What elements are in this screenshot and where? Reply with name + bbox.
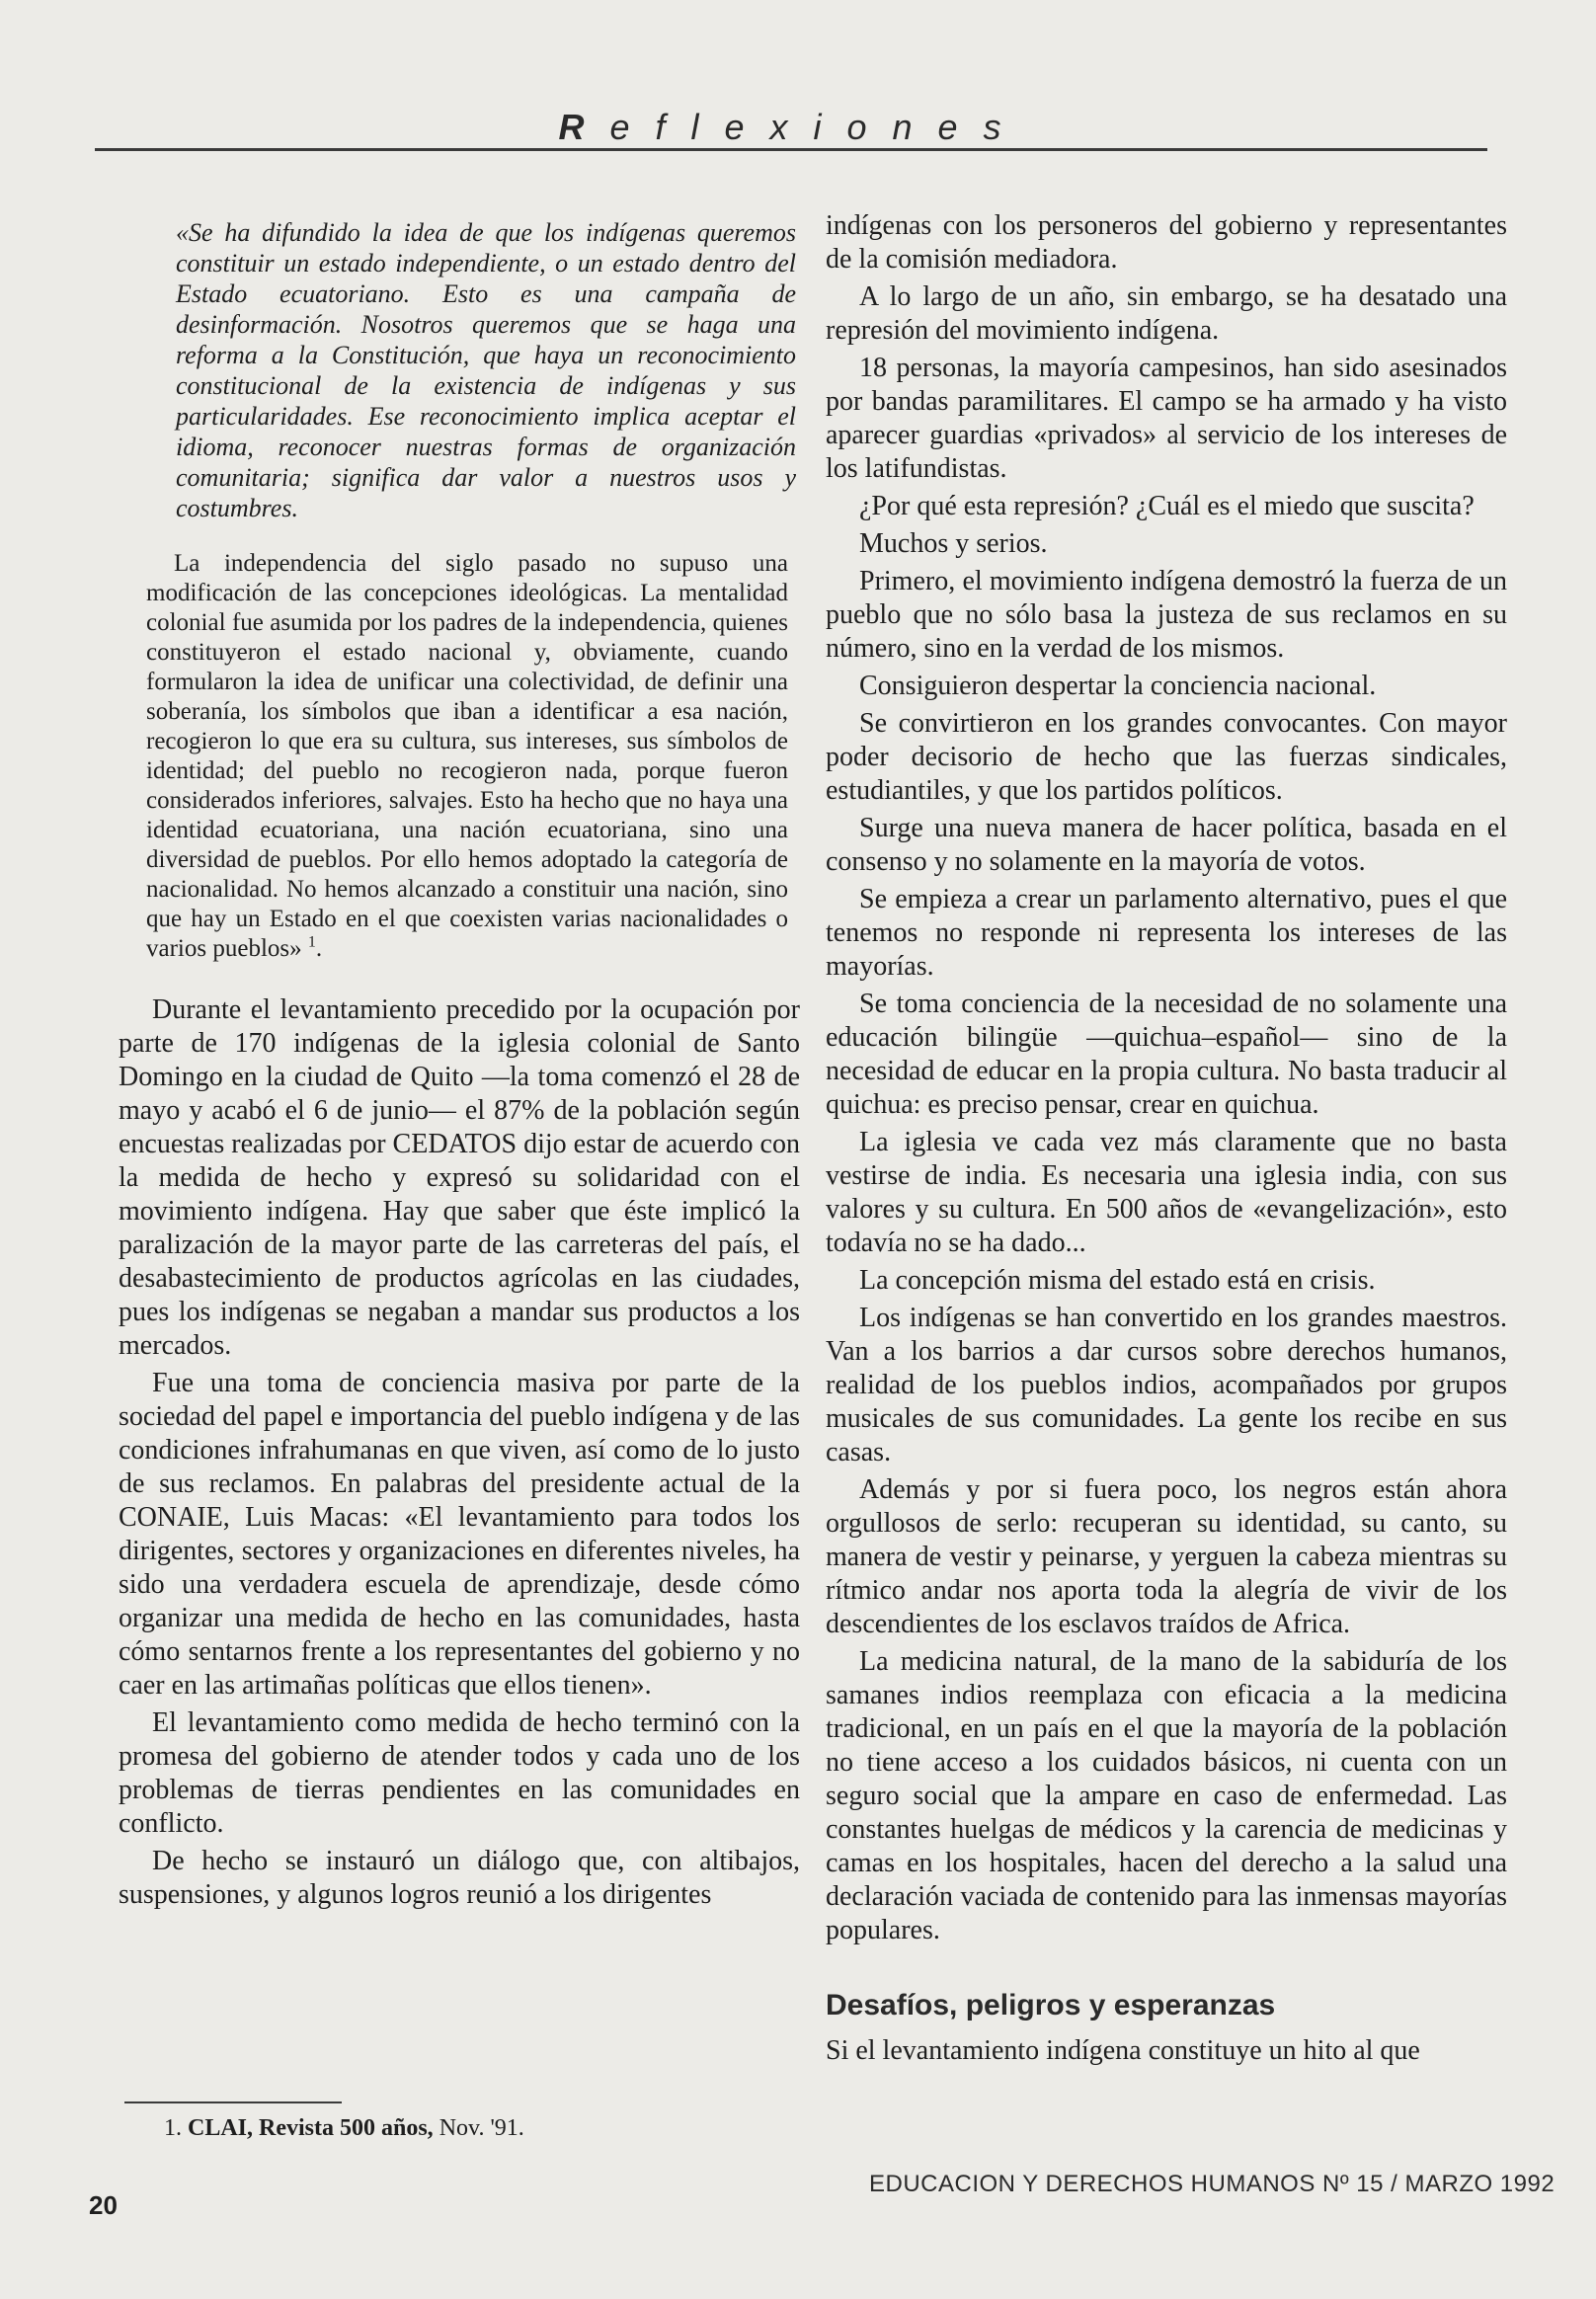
footnote-date: Nov. '91. <box>439 2115 524 2141</box>
paragraph: Se empieza a crear un parlamento alternativo, pues el que tenemos no responde ni representa los intereses de las mayorías. <box>826 884 1507 982</box>
section-title <box>99 107 1486 148</box>
paragraph: Surge una nueva manera de hacer política, basada en el consenso y no solamente en la mayoría de votos. <box>826 813 1507 877</box>
paragraph: Primero, el movimiento indígena demostró la fuerza de un pueblo que no sólo basa la justeza de sus reclamos en su número, sino en la verdad de los mismos. <box>826 566 1507 664</box>
footnote-source: CLAI, Revista 500 años, <box>188 2115 434 2141</box>
quoted-passage <box>146 549 788 964</box>
paragraph: Muchos y serios. <box>859 528 1048 559</box>
publication-footer: EDUCACION Y DERECHOS HUMANOS Nº 15 / MARZO 1992 <box>869 2171 1556 2197</box>
paragraph: ¿Por qué esta represión? ¿Cuál es el miedo que suscita? <box>859 491 1475 521</box>
paragraph: Si el levantamiento indígena constituye un hito al que <box>826 2035 1420 2066</box>
paragraph: Durante el levantamiento precedido por la ocupación por parte de 170 indígenas de la iglesia colonial de Santo Domingo en la ciudad de Quito —la toma comenzó el 28 de mayo y acabó el 6 de junio— el 87% de la población según encuestas realizadas por CEDATOS dijo estar de acuerdo con la medida de hecho y expresó su solidaridad con el movimiento indígena. Hay que saber que éste implicó la paralización de la mayor parte de las carreteras del país, el desabastecimiento de productos agrícolas en las ciudades, pues los indígenas se negaban a mandar sus productos a los mercados. <box>119 994 800 1361</box>
footnote-reference: 1 <box>307 933 316 951</box>
paragraph: Consiguieron despertar la conciencia nacional. <box>859 671 1377 701</box>
paragraph: Además y por si fuera poco, los negros están ahora orgullosos de serlo: recuperan su identidad, su canto, su manera de vestir y peinarse, y yerguen la cabeza mientras su rítmico andar nos aporta toda la alegría de vivir de los descendientes de los esclavos traídos de Africa. <box>826 1474 1507 1639</box>
section-title-initial: R <box>558 107 610 147</box>
section-title-rest: eflexiones <box>609 107 1027 147</box>
paragraph: El levantamiento como medida de hecho terminó con la promesa del gobierno de atender todos y cada uno de los problemas de tierras pendientes en las comunidades en conflicto. <box>119 1707 800 1839</box>
footnote-number: 1. <box>164 2115 182 2141</box>
paragraph: 18 personas, la mayoría campesinos, han sido asesinados por bandas paramilitares. El campo se ha armado y ha visto aparecer guardias «privados» al servicio de los intereses de los latifundistas. <box>826 353 1507 484</box>
left-column <box>119 217 800 1916</box>
footnote <box>164 2115 524 2142</box>
paragraph: La concepción misma del estado está en crisis. <box>859 1265 1376 1296</box>
left-body-text <box>119 993 800 1912</box>
section-heading: Desafíos, peligros y esperanzas <box>826 1989 1276 2022</box>
paragraph: Se convirtieron en los grandes convocantes. Con mayor poder decisorio de hecho que las fuerzas sindicales, estudiantiles, y que los partidos políticos. <box>826 708 1507 806</box>
footnote-rule <box>124 2101 342 2103</box>
paragraph: La medicina natural, de la mano de la sabiduría de los samanes indios reemplaza con eficacia a la medicina tradicional, en un país en el que la mayoría de la población no tiene acceso a los cuidados básicos, ni cuenta con un seguro social que la ampare en caso de enfermedad. Las constantes huelgas de médicos y la carencia de medicinas y camas en los hospitales, hacen del derecho a la salud una declaración vaciada de contenido para las inmensas mayorías populares. <box>826 1646 1507 1945</box>
page-number: 20 <box>89 2190 118 2220</box>
quoted-passage-text <box>146 549 788 964</box>
paragraph: A lo largo de un año, sin embargo, se ha desatado una represión del movimiento indígena. <box>826 281 1507 346</box>
quoted-passage-body: La independencia del siglo pasado no supuso una modificación de las concepciones ideológicas. La mentalidad colonial fue asumida por los padres de la independencia, quienes constituyeron el estado nacional y, obviamente, cuando formularon la idea de unificar una colectividad, de definir una soberanía, los símbolos que iban a identificar a esa nación, recogieron lo que era su cultura, sus intereses, sus símbolos de identidad; del pueblo no recogieron nada, porque fueron considerados inferiores, salvajes. Esto ha hecho que no haya una identidad ecuatoriana, una nación ecuatoriana, sino una diversidad de pueblos. Por ello hemos adoptado la categoría de nacionalidad. No hemos alcanzado a constituir una nación, sino que hay un Estado en el que coexisten varias nacionalidades o varios pueblos» <box>146 550 788 962</box>
right-column <box>826 209 1507 2072</box>
paragraph: Se toma conciencia de la necesidad de no solamente una educación bilingüe —quichua–español— sino de la necesidad de educar en la propia cultura. No basta traducir al quichua: es preciso pensar, crear en quichua. <box>826 989 1507 1120</box>
paragraph: La iglesia ve cada vez más claramente que no basta vestirse de india. Es necesaria una iglesia india, con sus valores y su cultura. En 500 años de «evangelización», esto todavía no se ha dado... <box>826 1127 1507 1258</box>
paragraph: Fue una toma de conciencia masiva por parte de la sociedad del papel e importancia del pueblo indígena y de las condiciones infrahumanas en que viven, así como de lo justo de sus reclamos. En palabras del presidente actual de la CONAIE, Luis Macas: «El levantamiento para todos los dirigentes, sectores y organizaciones en diferentes niveles, ha sido una verdadera escuela de aprendizaje, desde cómo organizar una medida de hecho en las comunidades, hasta cómo sentarnos frente a los representantes del gobierno y no caer en las artimañas políticas que ellos tienen». <box>119 1368 800 1701</box>
paragraph: De hecho se instauró un diálogo que, con altibajos, suspensiones, y algunos logros reunió a los dirigentes <box>119 1846 800 1910</box>
quoted-passage-end: . <box>315 935 323 962</box>
opening-quote-text: «Se ha difundido la idea de que los indígenas queremos constituir un estado independiente, o un estado dentro del Estado ecuatoriano. Esto es una campaña de desinformación. Nosotros queremos que se haga una reforma a la Constitución, que haya un reconocimiento constitucional de la existencia de indígenas y sus particularidades. Ese reconocimiento implica aceptar el idioma, reconocer nuestras formas de organización comunitaria; significa dar valor a nuestros usos y costumbres. <box>176 218 796 522</box>
section-body-text <box>826 2034 1507 2068</box>
opening-quote <box>176 217 796 523</box>
paragraph: indígenas con los personeros del gobierno y representantes de la comisión mediadora. <box>826 210 1507 275</box>
right-body-text <box>826 209 1507 1947</box>
header-rule <box>95 148 1487 151</box>
paragraph: Los indígenas se han convertido en los grandes maestros. Van a los barrios a dar cursos sobre derechos humanos, realidad de los pueblos indios, acompañados por grupos musicales de sus comunidades. La gente los recibe en sus casas. <box>826 1303 1507 1467</box>
